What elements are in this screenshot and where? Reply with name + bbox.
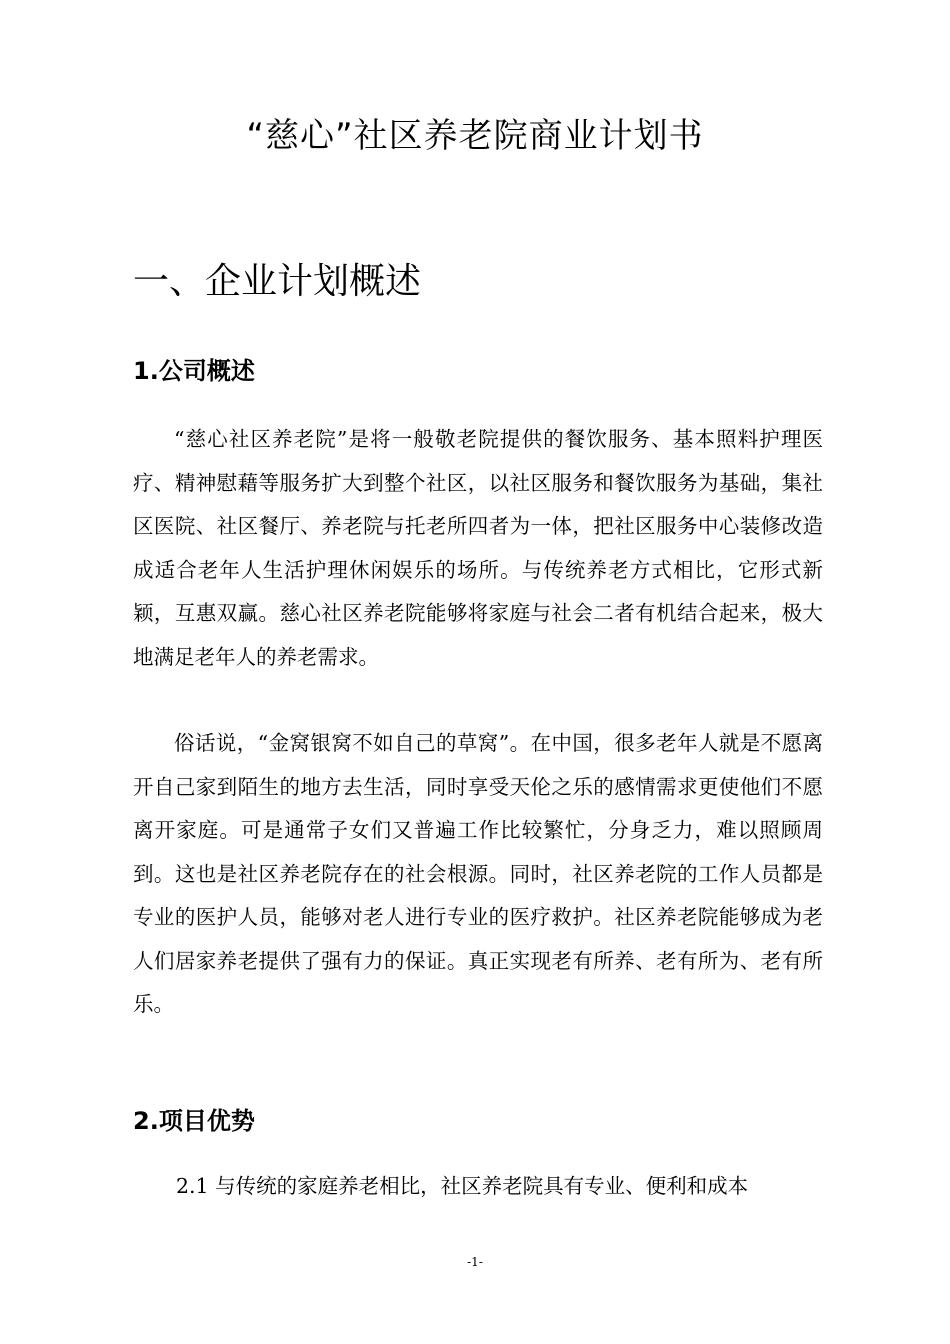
document-title: “慈心”社区养老院商业计划书: [246, 116, 704, 156]
section-heading: 一、企业计划概述: [133, 261, 422, 302]
subsection-heading-company-overview: 1.公司概述: [133, 357, 255, 385]
page-number: -1-: [467, 1255, 483, 1269]
body-paragraph: 俗话说，“金窝银窝不如自己的草窝”。在中国，很多老年人就是不愿离开自己家到陌生的地方去生活，同时享受天伦之乐的感情需求更使他们不愿离开家庭。可是通常子女们又普遍工作比较繁忙，分身乏力，难以照顾周到。这也是社区养老院存在的社会根源。同时，社区养老院的工作人员都是专业的医护人员，能够对老人进行专业的医疗救护。社区养老院能够成为老人们居家养老提供了强有力的保证。真正实现老有所养、老有所为、老有所乐。: [133, 731, 823, 1016]
subsection-heading-project-advantages: 2.项目优势: [133, 1107, 255, 1135]
body-paragraph: “慈心社区养老院”是将一般敬老院提供的餐饮服务、基本照料护理医疗、精神慰藉等服务扩大到整个社区，以社区服务和餐饮服务为基础，集社区医院、社区餐厅、养老院与托老所四者为一体，把社区服务中心装修改造成适合老年人生活护理休闲娱乐的场所。与传统养老方式相比，它形式新颖，互惠双赢。慈心社区养老院能够将家庭与社会二者有机结合起来，极大地满足老年人的养老需求。: [133, 427, 823, 669]
body-paragraph: 2.1 与传统的家庭养老相比，社区养老院具有专业、便利和成本: [176, 1174, 749, 1198]
